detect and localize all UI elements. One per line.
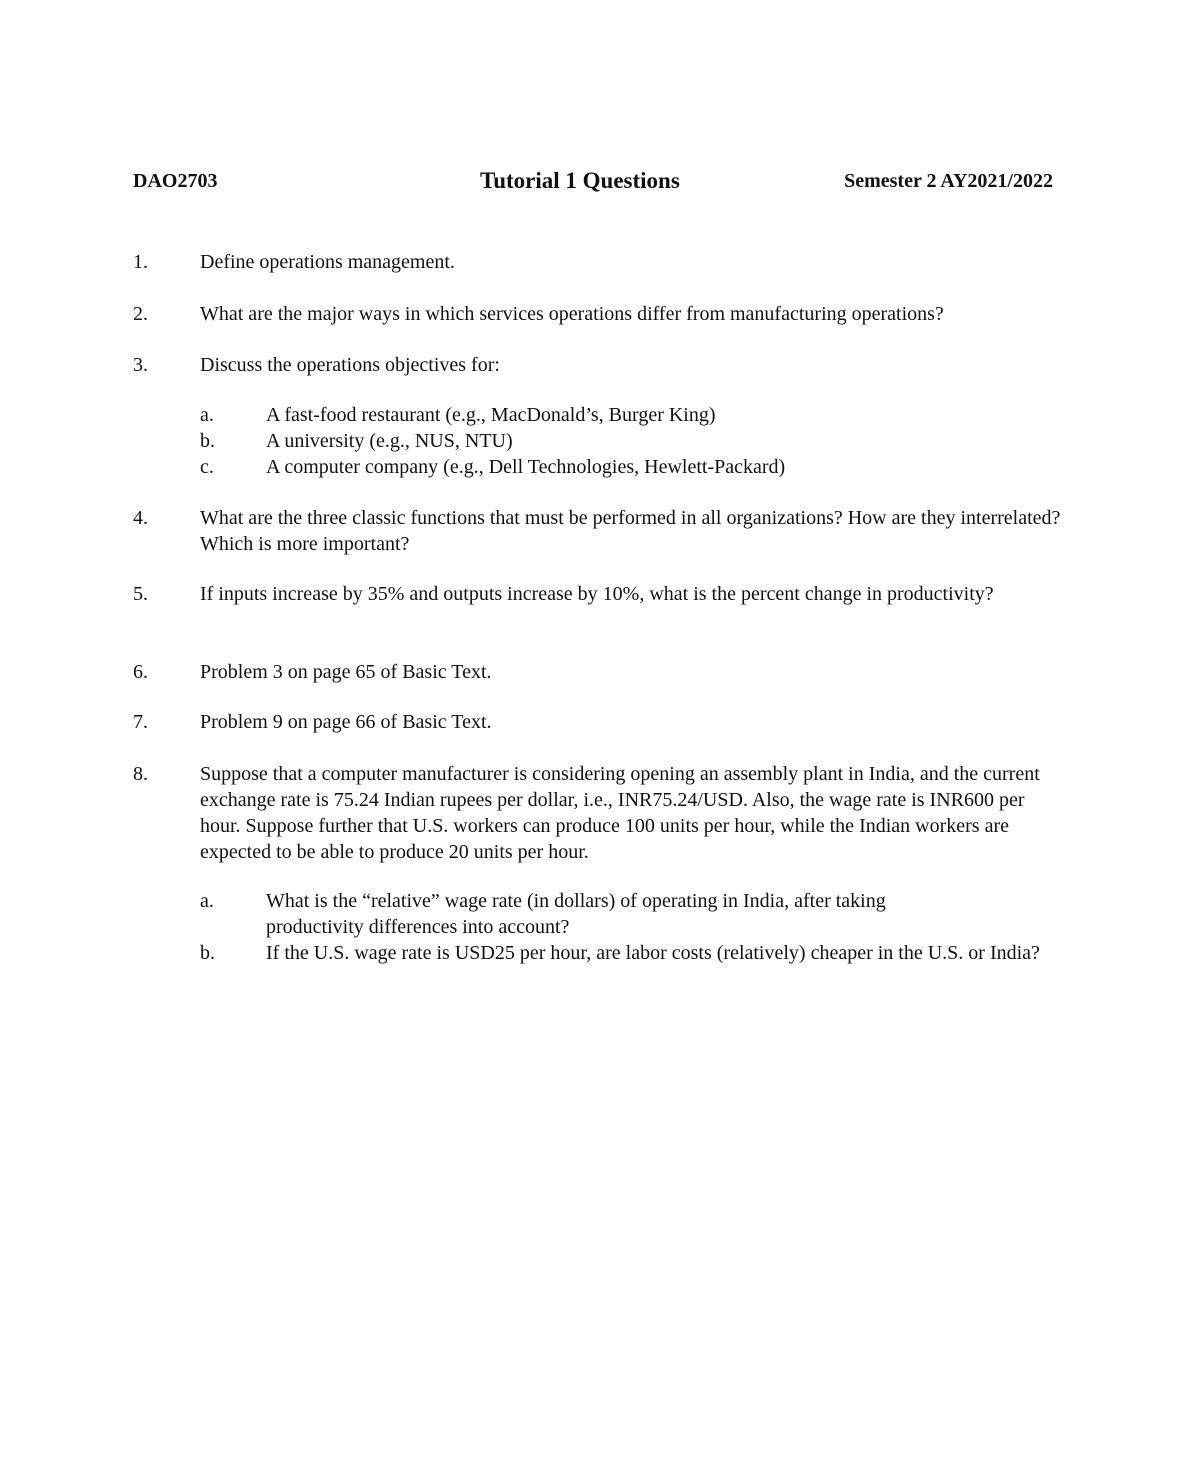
sub-question-text: A university (e.g., NUS, NTU) bbox=[266, 430, 513, 452]
course-code: DAO2703 bbox=[133, 170, 218, 192]
sub-question-text: If the U.S. wage rate is USD25 per hour, are labor costs (relatively) cheaper in the U.S. or India? bbox=[266, 942, 1040, 964]
question-text: Discuss the operations objectives for: bbox=[200, 354, 500, 376]
question-text: Define operations management. bbox=[200, 251, 455, 273]
question-text: Suppose that a computer manufacturer is considering opening an assembly plant in India, and the current exchange rate is 75.24 Indian rupees per dollar, i.e., INR75.24/USD. Also, the wage rate is INR600 per hour. Suppose further that U.S. workers can produce 100 units per hour, while the Indian workers are expected to be able to produce 20 units per hour. bbox=[200, 763, 1040, 863]
question-text: What are the major ways in which services operations differ from manufacturing operations? bbox=[200, 303, 944, 325]
semester-label: Semester 2 AY2021/2022 bbox=[844, 170, 1053, 192]
question-number: 7. bbox=[133, 711, 148, 733]
sub-question-letter: b. bbox=[200, 942, 215, 964]
sub-question-letter: b. bbox=[200, 430, 215, 452]
sub-question-text: What is the “relative” wage rate (in dollars) of operating in India, after taking productivity differences into account? bbox=[266, 890, 886, 938]
question-number: 5. bbox=[133, 583, 148, 605]
question-text: If inputs increase by 35% and outputs increase by 10%, what is the percent change in productivity? bbox=[200, 583, 994, 605]
question-text: Problem 9 on page 66 of Basic Text. bbox=[200, 711, 492, 733]
sub-question-text: A fast-food restaurant (e.g., MacDonald’s, Burger King) bbox=[266, 404, 716, 426]
sub-question-letter: a. bbox=[200, 890, 214, 912]
sub-question-letter: a. bbox=[200, 404, 214, 426]
question-number: 6. bbox=[133, 661, 148, 683]
sub-question-text: A computer company (e.g., Dell Technologies, Hewlett-Packard) bbox=[266, 456, 786, 478]
question-number: 3. bbox=[133, 354, 148, 376]
question-number: 4. bbox=[133, 507, 148, 529]
question-text: Problem 3 on page 65 of Basic Text. bbox=[200, 661, 492, 683]
question-number: 8. bbox=[133, 763, 148, 785]
sub-question-letter: c. bbox=[200, 456, 214, 478]
page-title: Tutorial 1 Questions bbox=[480, 168, 680, 193]
question-number: 2. bbox=[133, 303, 148, 325]
document-header bbox=[133, 168, 1053, 198]
question-text: What are the three classic functions that must be performed in all organizations? How are they interrelated? Which is more important? bbox=[200, 507, 1061, 555]
question-number: 1. bbox=[133, 251, 148, 273]
